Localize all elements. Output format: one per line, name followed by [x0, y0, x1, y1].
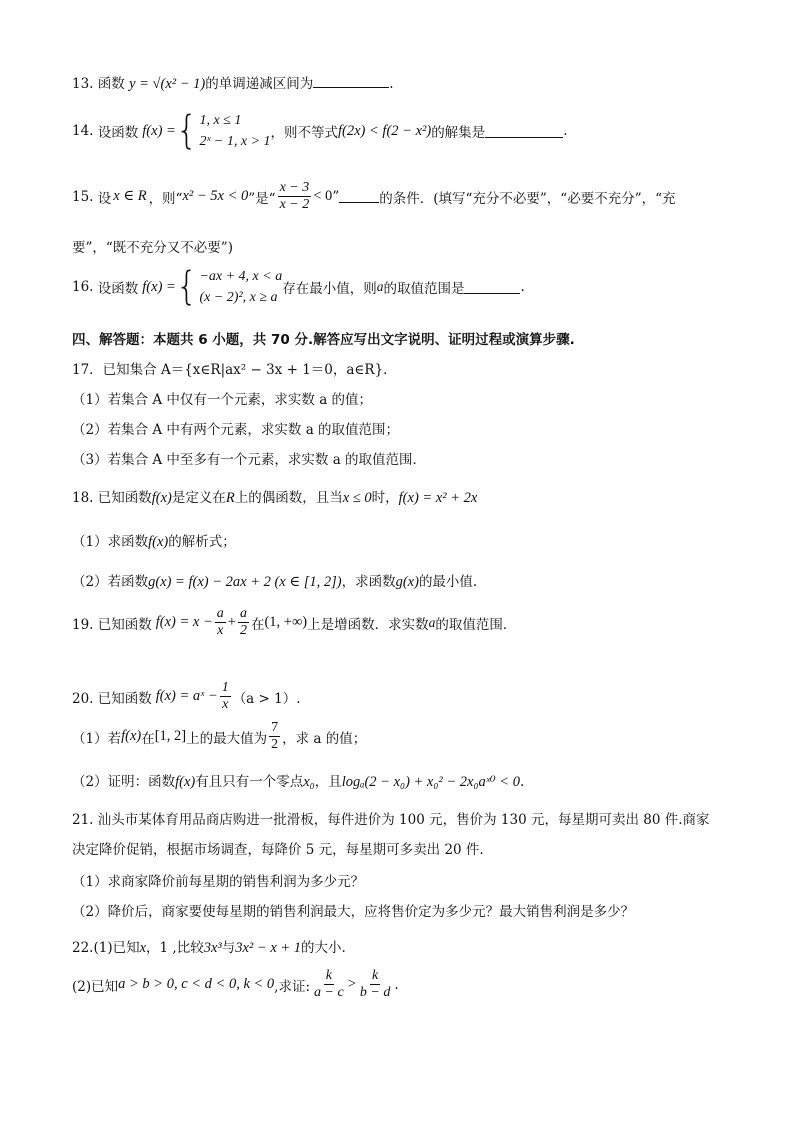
question-17-part3: （3）若集合 A 中至多有一个元素，求实数 a 的取值范围．	[72, 452, 427, 468]
question-16: 16. 设函数 f(x) = { −ax + 4, x < a (x − 2)², x ≥ a 存在最小值，则 a 的取值范围是 .	[72, 264, 525, 310]
question-18: 18. 已知函数f(x)是定义在R上的偶函数，且当x ≤ 0时，f(x) = x² + 2x	[72, 490, 478, 506]
question-17-part2: （2）若集合 A 中有两个元素，求实数 a 的取值范围；	[72, 422, 400, 438]
question-18-part1: （1）求函数f(x)的解析式；	[72, 534, 236, 550]
question-22-part2: (2)已知 a > b > 0, c < d < 0, k < 0 ,求证: $\frac{k}{a - c}$ > $\frac{k}{b - d}$ .	[72, 968, 399, 1001]
question-20-part2: （2）证明：函数f(x)有且只有一个零点x₀，且logₐ(2 − x₀) + x₀² − 2x₀aˣ⁰ < 0.	[72, 774, 525, 790]
question-13: 13. 函数 y = √(x² − 1)的单调递减区间为 .	[72, 76, 394, 92]
q13-function: y = √(x² − 1)	[129, 76, 206, 92]
question-14: 14. 设函数 f(x) = { 1, x ≤ 1 2ˣ − 1, x > 1 ，则不等式 f(2x) < f(2 − x²) 的解集是 .	[72, 108, 568, 154]
answer-blank[interactable]	[485, 125, 563, 138]
question-20: 20. 已知函数 f(x) = aˣ − $\frac{1}{x}$ （a > 1）.	[72, 680, 301, 713]
question-17-part1: （1）若集合 A 中仅有一个元素，求实数 a 的值；	[72, 392, 373, 408]
question-21-part1: （1）求商家降价前每星期的销售利润为多少元？	[72, 874, 365, 890]
q15-fraction: $\frac{x - 3}{x - 2}$	[279, 180, 310, 213]
question-21: 21. 汕头市某体育用品商店购进一批滑板，每件进价为 100 元，售价为 130 元，每星期可卖出 80 件.商家	[72, 812, 710, 828]
section-heading: 四、解答题：本题共 6 小题，共 70 分.解答应写出文字说明、证明过程或演算步骤.	[72, 332, 575, 348]
question-18-part2: （2）若函数g(x) = f(x) − 2ax + 2 (x ∈ [1, 2])，求函数g(x)的最小值.	[72, 574, 478, 590]
question-15: 15. 设 x ∈ R ，则“ x² − 5x < 0 ”是“ $\frac{x - 3}{x - 2}$ < 0 ” 的条件．(填写“充分不必要”，“必要不充分”，“充	[72, 180, 676, 213]
question-20-part1: （1）若 f(x) 在 [1, 2] 上的最大值为 $\frac{7}{2}$ ，求 a 的值；	[72, 720, 367, 753]
question-19: 19. 已知函数 f(x) = x − $\frac{a}{x}$ + $\frac{a}{2}$ 在 (1, +∞) 上是增函数．求实数 a 的取值范围．	[72, 606, 517, 639]
answer-blank[interactable]	[339, 190, 379, 203]
piecewise-function: { 1, x ≤ 1 2ˣ − 1, x > 1	[175, 108, 271, 154]
answer-blank[interactable]	[313, 75, 389, 88]
question-22-part1: 22.(1)已知x，1 ,比较3x³与3x² − x + 1的大小.	[72, 940, 346, 956]
question-17: 17．已知集合 A＝{x∈R|ax² − 3x + 1＝0，a∈R}．	[72, 362, 397, 378]
question-15-cont: 要”，“既不充分又不必要”)	[72, 240, 233, 256]
question-21-cont: 决定降价促销，根据市场调查，每降价 5 元，每星期可多卖出 20 件.	[72, 842, 484, 858]
question-21-part2: （2）降价后，商家要使每星期的销售利润最大，应将售价定为多少元？最大销售利润是多少？	[72, 904, 635, 920]
answer-blank[interactable]	[464, 281, 520, 294]
piecewise-function: { −ax + 4, x < a (x − 2)², x ≥ a	[175, 264, 283, 310]
